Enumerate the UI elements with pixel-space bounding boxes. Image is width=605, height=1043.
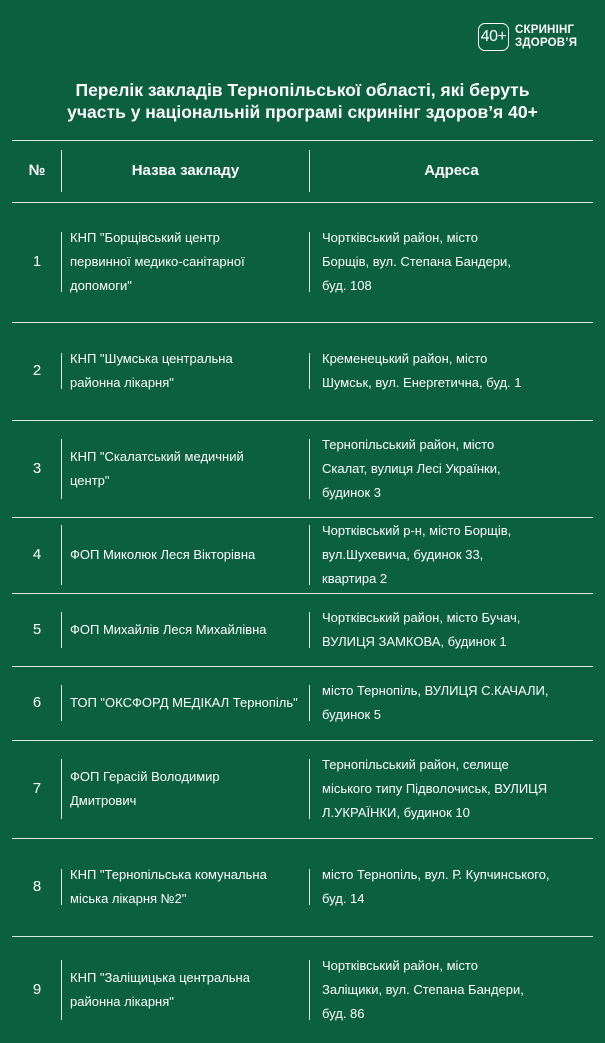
facility-name-line: КНП "Борщівський центр — [70, 230, 220, 245]
column-separator — [309, 150, 310, 192]
facility-address-line: Тернопільський район, селище — [322, 757, 509, 772]
facility-name-line: КНП "Скалатський медичний — [70, 448, 244, 464]
facility-name-line: міська лікарня №2" — [70, 891, 187, 906]
facility-address-line: будинок 5 — [322, 707, 382, 722]
facility-address-line: Чортківський район, місто Бучач, — [322, 609, 521, 625]
column-separator — [61, 353, 62, 389]
facility-address — [322, 519, 590, 591]
column-separator — [309, 353, 310, 389]
facility-name-line: КНП "Шумська центральна — [70, 351, 233, 366]
facility-address-line: Чортківський район, місто — [322, 957, 478, 973]
table-row — [12, 838, 593, 936]
column-separator — [309, 612, 310, 648]
facility-address — [322, 863, 590, 911]
column-separator — [309, 869, 310, 905]
column-separator — [309, 759, 310, 819]
column-separator — [61, 869, 62, 905]
facility-address-line: Тернопільський район, місто — [322, 436, 495, 452]
facility-address-line: Шумськ, вул. Енергетична, буд. 1 — [322, 375, 522, 390]
header-number: № — [28, 162, 46, 179]
facility-name — [70, 543, 310, 567]
row-number: 9 — [32, 980, 42, 998]
logo-badge: 40+ — [478, 23, 509, 51]
facility-name-line: первинної медико-санітарної — [70, 254, 245, 269]
table-row — [12, 420, 593, 517]
facility-name — [70, 226, 310, 298]
facility-address-line: будинок 3 — [322, 484, 382, 500]
column-separator — [61, 150, 62, 192]
facility-address — [322, 954, 590, 1026]
facility-address — [322, 753, 590, 825]
column-separator — [61, 525, 62, 585]
facility-name — [70, 966, 310, 1014]
row-number: 7 — [32, 780, 42, 797]
column-separator — [61, 685, 62, 721]
facility-name-line: допомоги" — [70, 278, 132, 293]
facility-address — [322, 606, 590, 654]
table-row — [12, 936, 593, 1043]
column-separator — [61, 612, 62, 648]
row-number: 2 — [32, 362, 42, 379]
facility-name-line: ФОП Герасій Володимир — [70, 769, 220, 784]
facility-address-line: місто Тернопіль, вул. Р. Купчинського, — [322, 867, 550, 882]
facility-address-line: міського типу Підволочиськ, ВУЛИЦЯ — [322, 781, 548, 796]
facility-name-line: КНП "Тернопільська комунальна — [70, 867, 267, 882]
column-separator — [309, 232, 310, 292]
facility-name — [70, 691, 310, 715]
title-line1: Перелік закладів Тернопільської області, які беруть — [75, 80, 530, 100]
row-number: 5 — [32, 620, 42, 638]
table-row — [12, 666, 593, 740]
column-separator — [309, 439, 310, 499]
facility-address-line: Чортківський р-н, місто Борщів, — [322, 523, 512, 538]
facility-address-line: буд. 14 — [322, 891, 365, 906]
facility-address-line: Борщів, вул. Степана Бандери, — [322, 254, 511, 269]
column-separator — [61, 439, 62, 499]
table-row — [12, 202, 593, 322]
facility-address-line: вул.Шухевича, будинок 33, — [322, 547, 484, 562]
facility-name-line: ФОП Михайлів Леся Михайлівна — [70, 621, 267, 637]
facility-address-line: квартира 2 — [322, 571, 388, 586]
row-number: 6 — [32, 694, 42, 711]
column-separator — [61, 232, 62, 292]
facility-name-line: КНП "Заліщицька центральна — [70, 969, 250, 985]
facility-name-line: ТОП "ОКСФОРД МЕДІКАЛ Тернопіль" — [70, 695, 298, 710]
facility-name-line: ФОП Миколюк Леся Вікторівна — [70, 547, 256, 562]
facility-address-line: буд. 108 — [322, 278, 372, 293]
column-separator — [309, 525, 310, 585]
column-separator — [309, 960, 310, 1020]
logo-line2: ЗДОРОВ’Я — [515, 37, 578, 49]
row-number: 8 — [32, 878, 42, 895]
column-separator — [61, 759, 62, 819]
facility-address-line: Л.УКРАЇНКИ, будинок 10 — [322, 805, 470, 820]
row-number: 1 — [32, 253, 42, 270]
logo-text — [515, 24, 577, 50]
header-address: Адреса — [424, 162, 479, 179]
facility-address-line: місто Тернопіль, ВУЛИЦЯ С.КАЧАЛИ, — [322, 683, 549, 698]
column-separator — [61, 960, 62, 1020]
table-row — [12, 740, 593, 838]
table-header — [12, 140, 593, 202]
facility-name-line: районна лікарня" — [70, 375, 174, 390]
logo-line1: СКРИНІНГ — [515, 24, 575, 36]
facility-address-line: Скалат, вулиця Лесі Українки, — [322, 460, 501, 476]
facility-address — [322, 347, 590, 395]
title-line2: участь у національній програмі скринінг здоров’я 40+ — [67, 102, 538, 122]
table-row — [12, 517, 593, 593]
column-separator — [309, 685, 310, 721]
table-row — [12, 322, 593, 420]
facility-address-line: Кременецький район, місто — [322, 351, 488, 366]
facility-address — [322, 226, 590, 298]
facility-name — [70, 347, 310, 395]
facility-name — [70, 445, 310, 493]
page-title — [0, 79, 605, 123]
row-number: 4 — [32, 546, 42, 563]
facility-address-line: ВУЛИЦЯ ЗАМКОВА, будинок 1 — [322, 633, 507, 649]
facility-address — [322, 433, 590, 505]
header-name: Назва закладу — [131, 162, 240, 179]
facility-name-line: Дмитрович — [70, 793, 137, 808]
facility-name — [70, 765, 310, 813]
facility-name-line: районна лікарня" — [70, 993, 174, 1009]
facility-address-line: Чортківський район, місто — [322, 230, 478, 245]
logo — [478, 23, 577, 51]
facility-address — [322, 679, 590, 727]
facility-name-line: центр" — [70, 472, 110, 488]
facility-address-line: Заліщики, вул. Степана Бандери, — [322, 981, 524, 997]
facility-address-line: буд. 86 — [322, 1005, 365, 1021]
facility-name — [70, 618, 310, 642]
table-row — [12, 593, 593, 666]
row-number: 3 — [32, 459, 42, 477]
facility-name — [70, 863, 310, 911]
